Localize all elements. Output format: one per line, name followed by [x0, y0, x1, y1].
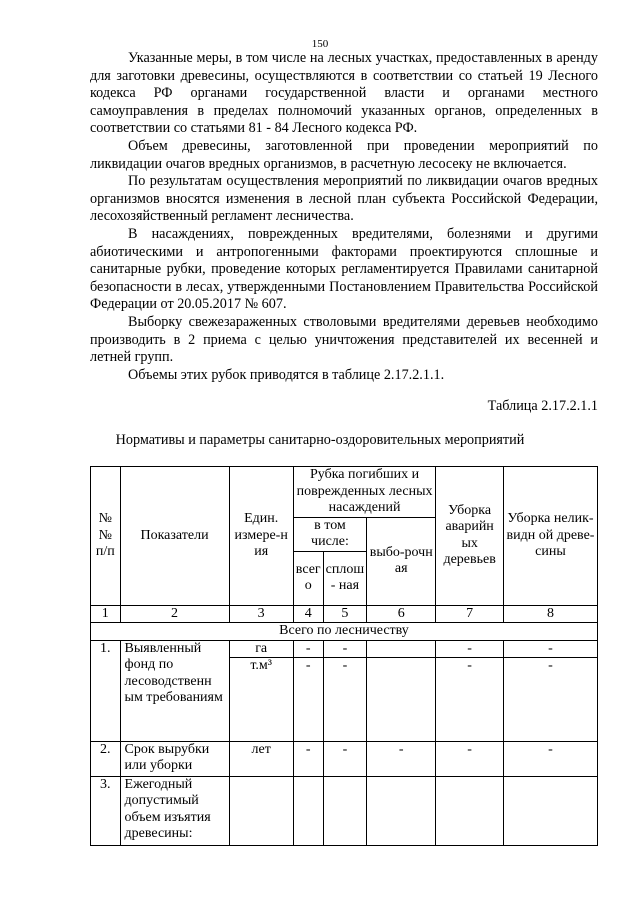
table-row	[91, 776, 598, 845]
col-number: 8	[503, 605, 597, 623]
col-number: 6	[367, 605, 436, 623]
header-dead-group: Рубка погибших и поврежденных лесных насаждений	[293, 467, 436, 518]
col-number: 4	[293, 605, 323, 623]
cell-value	[293, 776, 323, 845]
cell-value	[503, 776, 597, 845]
cell-value: -	[436, 640, 504, 658]
paragraph: Объем древесины, заготовленной при проведении мероприятий по ликвидации очагов вредных организмов, в расчетную лесосеку не включается.	[90, 137, 598, 172]
body-text	[90, 50, 598, 384]
col-number: 1	[91, 605, 121, 623]
sanitary-measures-table	[90, 466, 598, 846]
cell-value	[367, 658, 436, 742]
header-total: всег о	[293, 551, 323, 605]
cell-value: -	[323, 741, 366, 776]
row-number: 3.	[91, 776, 121, 845]
cell-value: -	[293, 640, 323, 658]
cell-value: -	[293, 741, 323, 776]
cell-value: -	[503, 658, 597, 742]
cell-value	[436, 776, 504, 845]
col-number: 2	[120, 605, 229, 623]
row-unit	[229, 776, 293, 845]
header-selective: выбо-рочн ая	[367, 517, 436, 605]
header-num: № № п/п	[91, 467, 121, 606]
cell-value: -	[436, 658, 504, 742]
row-unit: га	[229, 640, 293, 658]
paragraph: В насаждениях, поврежденных вредителями, болезнями и другими абиотическими и антропогенными факторами проектируются сплошные и санитарные рубки, проведение которых регламентируется Правилами санитарной безопасности в лесах, утвержденными Постановлением Правительства Российской Федерации от 20.05.2017 № 607.	[90, 225, 598, 313]
table-title: Нормативы и параметры санитарно-оздоровительных мероприятий	[115, 432, 525, 448]
cell-value	[323, 776, 366, 845]
row-indicator: Выявленный фонд по лесоводственн ым требованиям	[120, 640, 229, 741]
table-row	[91, 741, 598, 776]
section-title: Всего по лесничеству	[91, 623, 598, 641]
cell-value: -	[503, 640, 597, 658]
row-number: 2.	[91, 741, 121, 776]
col-number: 3	[229, 605, 293, 623]
header-emergency: Уборка аварийн ых деревьев	[436, 467, 504, 606]
row-unit: т.м³	[229, 658, 293, 742]
cell-value: -	[436, 741, 504, 776]
col-number: 5	[323, 605, 366, 623]
table-row	[91, 640, 598, 658]
col-number: 7	[436, 605, 504, 623]
header-indicator: Показатели	[120, 467, 229, 606]
page-number: 150	[311, 38, 329, 50]
paragraph: Выборку свежезараженных стволовыми вредителями деревьев необходимо производить в 2 приема с целью уничтожения представителей их весенней и летней групп.	[90, 313, 598, 366]
table-label: Таблица 2.17.2.1.1	[487, 398, 598, 414]
section-row	[91, 623, 598, 641]
cell-value	[367, 776, 436, 845]
cell-value: -	[367, 741, 436, 776]
row-indicator: Срок вырубки или уборки	[120, 741, 229, 776]
cell-value: -	[503, 741, 597, 776]
cell-value: -	[323, 640, 366, 658]
column-numbers-row	[91, 605, 598, 623]
header-incl: в том числе:	[293, 517, 366, 551]
row-number: 1.	[91, 640, 121, 741]
paragraph: Объемы этих рубок приводятся в таблице 2.17.2.1.1.	[128, 366, 445, 383]
paragraph: Указанные меры, в том числе на лесных участках, предоставленных в аренду для заготовки древесины, осуществляются в соответствии со статьей 19 Лесного кодекса РФ органами государственной власти и органами местного самоуправления в пределах полномочий указанных органов, определенных в соответствии со статьями 81 - 84 Лесного кодекса РФ.	[90, 50, 598, 137]
header-illiquid: Уборка нелик-видн ой древе-сины	[503, 467, 597, 606]
paragraph: По результатам осуществления мероприятий по ликвидации очагов вредных организмов вносятся изменения в лесной план субъекта Российской Федерации, лесохозяйственный регламент лесничества.	[90, 173, 598, 225]
row-indicator: Ежегодный допустимый объем изъятия древесины:	[120, 776, 229, 845]
cell-value	[367, 640, 436, 658]
header-unit: Един. измере-н ия	[229, 467, 293, 606]
header-clear: сплош - ная	[323, 551, 366, 605]
row-unit: лет	[229, 741, 293, 776]
cell-value: -	[293, 658, 323, 742]
cell-value: -	[323, 658, 366, 742]
